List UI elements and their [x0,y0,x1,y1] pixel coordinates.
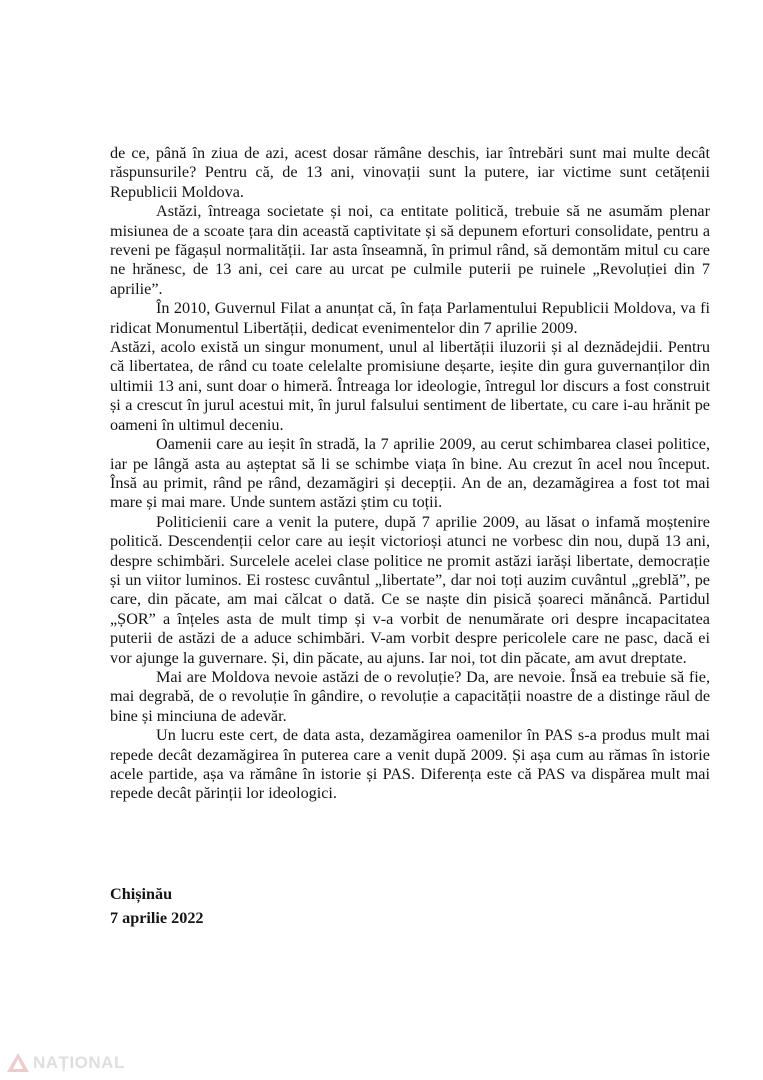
watermark-emblem-icon [6,1052,30,1074]
paragraph: Astăzi, acolo există un singur monument, unul al libertății iluzorii și al deznădejdii. Pentru că libertatea, de rând cu toate celelalte promisiune deșarte, ieșite din gura guvernanților din ultimii 13 ani, sunt doar o himeră. Întreaga lor ideologie, întregul lor discurs a fost construit și a crescut în jurul acestui mit, în jurul falsului sentiment de libertate, cu care i-au hrănit pe oameni în ultimul deceniu. [110,338,710,434]
paragraph: Mai are Moldova nevoie astăzi de o revoluție? Da, are nevoie. Însă ea trebuie să fie, mai degrabă, de o revoluție în gândire, o revoluție a capacității noastre de a distinge răul de bine și minciuna de adevăr. [110,667,710,725]
paragraph: de ce, până în ziua de azi, acest dosar rămâne deschis, iar întrebări sunt mai multe decât răspunsurile? Pentru că, de 13 ani, vinovații sunt la putere, iar victime sunt cetățenii Republicii Moldova. [110,144,710,201]
watermark-text: NAȚIONAL [33,1053,125,1072]
signature-block [110,882,204,930]
paragraph: Oamenii care au ieșit în stradă, la 7 aprilie 2009, au cerut schimbarea clasei politice, iar pe lângă asta au așteptat să li se schimbe viața în bine. Au crezut în acel nou început. Însă au primit, rând pe rând, dezamăgiri și decepții. An de an, dezamăgirea a fost tot mai mare și mai mare. Unde suntem astăzi știm cu toții. [110,435,710,512]
signature-city: Chișinău [110,885,173,903]
signature-date: 7 aprilie 2022 [110,909,204,927]
paragraph: Astăzi, întreaga societate și noi, ca entitate politică, trebuie să ne asumăm plenar misiunea de a scoate țara din această captivitate și să depunem eforturi consolidate, pentru a reveni pe făgașul normalității. Iar asta înseamnă, în primul rând, să demontăm mitul cu care ne hrănesc, de 13 ani, cei care au urcat pe culmile puterii pe ruinele „Revoluției din 7 aprilie”. [110,202,710,298]
watermark-logo [6,1052,125,1074]
paragraph: Politicienii care a venit la putere, după 7 aprilie 2009, au lăsat o infamă moștenire politică. Descendenții celor care au ieșit victorioși atunci ne vorbesc din nou, după 13 ani, despre schimbări. Surcelele acelei clase politice ne promit astăzi iarăși libertate, democrație și un viitor luminos. Ei rostesc cuvântul „libertate”, dar noi toți auzim cuvântul „greblă”, pe care, din păcate, am mai călcat o dată. Ce se naște din pisică șoareci mănâncă. Partidul „ȘOR” a înțeles asta de mult timp și v-a vorbit de nenumărate ori despre incapacitatea puterii de astăzi de a aduce schimbări. V-am vorbit despre pericolele care ne pasc, dacă ei vor ajunge la guvernare. Și, din păcate, au ajuns. Iar noi, tot din păcate, am avut dreptate. [110,512,710,667]
paragraph: Un lucru este cert, de data asta, dezamăgirea oamenilor în PAS s-a produs mult mai repede decât dezamăgirea în puterea care a venit după 2009. Și așa cum au rămas în istorie acele partide, așa va rămâne în istorie și PAS. Diferența este că PAS va dispărea mult mai repede decât părinții lor ideologici. [110,726,710,803]
paragraph: În 2010, Guvernul Filat a anunțat că, în fața Parlamentului Republicii Moldova, va fi ridicat Monumentul Libertății, dedicat evenimentelor din 7 aprilie 2009. [110,299,710,337]
document-body [110,144,710,804]
